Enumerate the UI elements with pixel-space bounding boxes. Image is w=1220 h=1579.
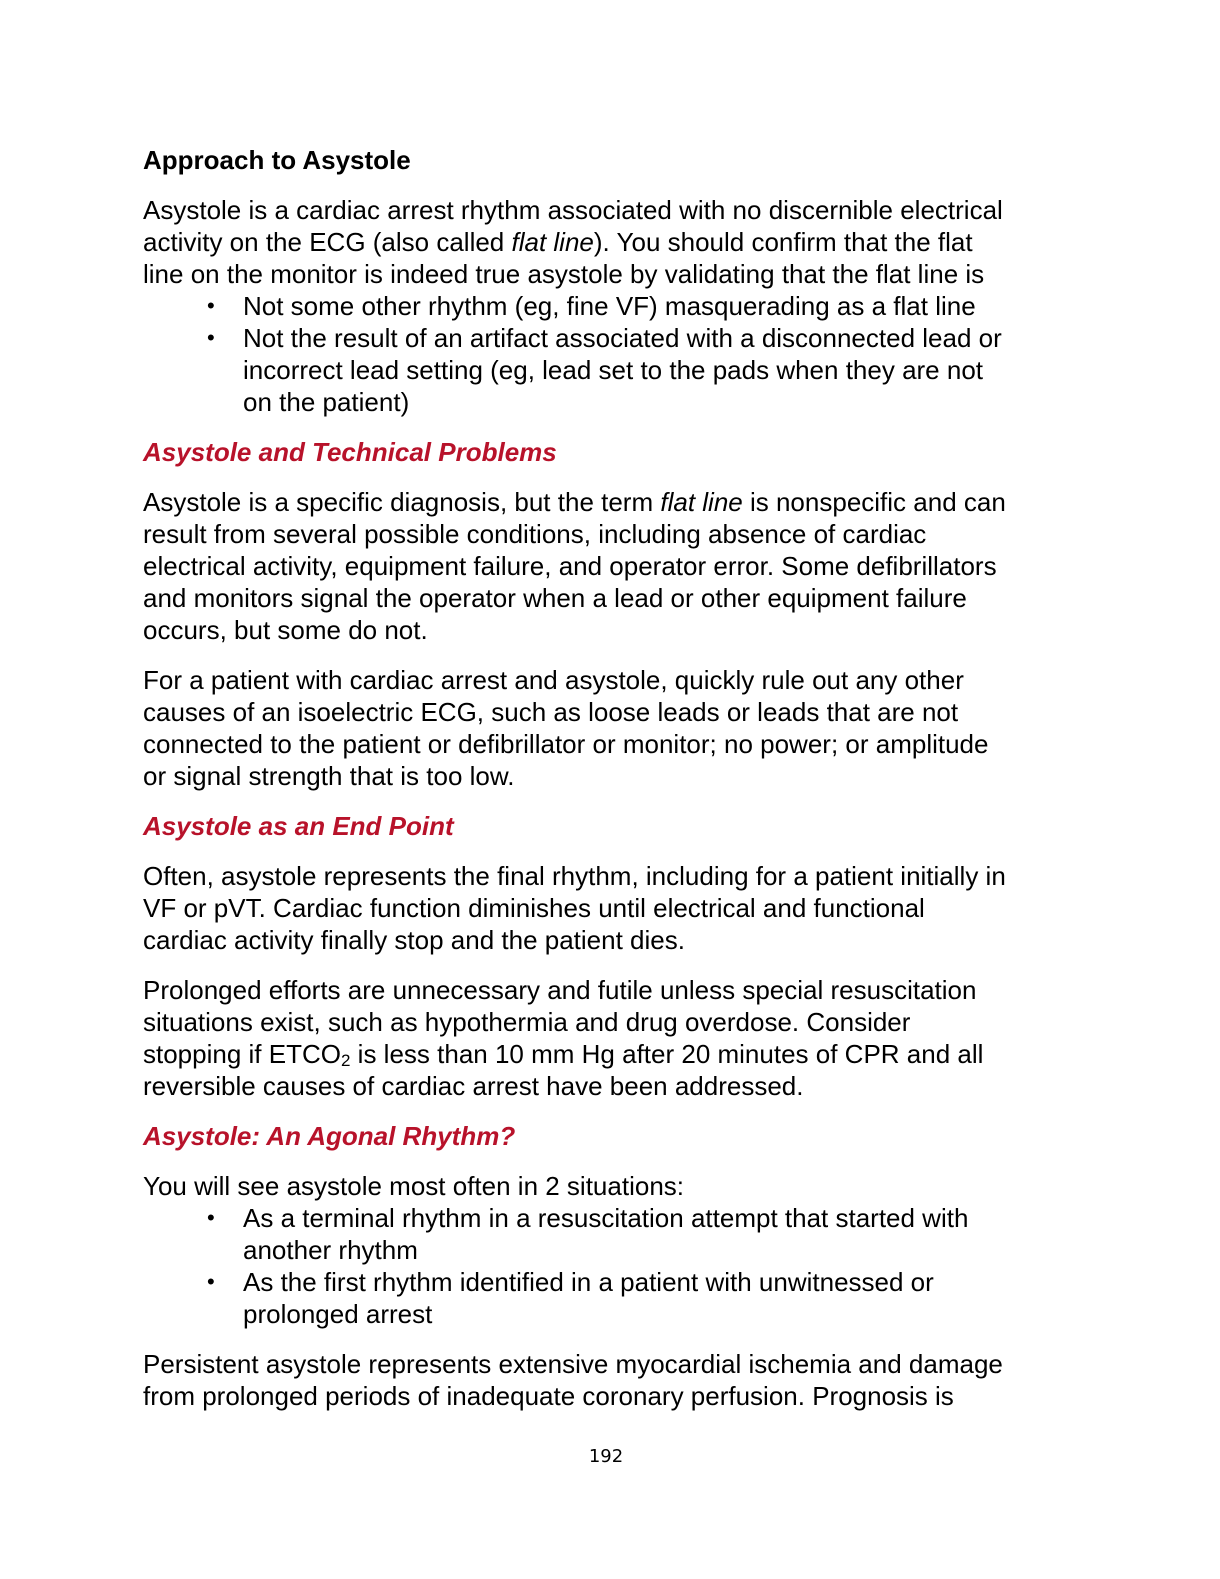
text-line [143,226,1103,258]
text-line: Often, asystole represents the final rhythm, including for a patient initially in [143,861,1006,891]
text-line: causes of an isoelectric ECG, such as loose leads or leads that are not [143,697,959,727]
text-line: and monitors signal the operator when a lead or other equipment failure [143,583,967,613]
text-line: reversible causes of cardiac arrest have been addressed. [143,1071,804,1101]
section-heading-agonal-rhythm [143,1120,1103,1152]
bullet-dot-icon: • [207,293,215,318]
italic-term: flat line [660,487,743,517]
text-line: occurs, but some do not. [143,615,428,645]
text-line: You will see asystole most often in 2 situations: [143,1171,684,1201]
text-line: on the patient) [243,387,410,417]
text-run: ). You should confirm that the flat [593,227,973,257]
bullet-item [143,322,1103,418]
text-line: Asystole is a cardiac arrest rhythm associated with no discernible electrical [143,195,1003,225]
text-line: electrical activity, equipment failure, and operator error. Some defibrillators [143,551,997,581]
text-line: situations exist, such as hypothermia and drug overdose. Consider [143,1007,911,1037]
paragraph [143,860,1103,956]
page-number: 192 [588,1446,624,1467]
text-line: or signal strength that is too low. [143,761,515,791]
text-run: is nonspecific and can [742,487,1006,517]
text-line [143,486,1103,518]
text-line: Asystole as an End Point [143,811,454,841]
text-line: cardiac activity finally stop and the patient dies. [143,925,685,955]
text-line: incorrect lead setting (eg, lead set to the pads when they are not [243,355,984,385]
text-line: result from several possible conditions, including absence of cardiac [143,519,927,549]
text-run: stopping if ETCO [143,1039,341,1069]
bullet-list [143,1202,1103,1330]
text-line: Not the result of an artifact associated with a disconnected lead or [243,323,1002,353]
paragraph [143,664,1103,792]
section-heading-end-point [143,810,1103,842]
text-line: Persistent asystole represents extensive myocardial ischemia and damage [143,1349,1003,1379]
text-line: from prolonged periods of inadequate coronary perfusion. Prognosis is [143,1381,954,1411]
text-line: VF or pVT. Cardiac function diminishes until electrical and functional [143,893,925,923]
text-run: activity on the ECG (also called [143,227,512,257]
bullet-item [143,1202,1103,1266]
section-heading-technical-problems [143,436,1103,468]
text-line [143,1038,1103,1070]
text-run: is less than 10 mm Hg after 20 minutes of CPR and all [350,1039,984,1069]
text-line: Asystole: An Agonal Rhythm? [143,1121,516,1151]
text-line: Not some other rhythm (eg, fine VF) masquerading as a flat line [243,291,976,321]
text-line: Asystole and Technical Problems [143,437,557,467]
text-run: Asystole is a specific diagnosis, but the term [143,487,661,517]
text-line: another rhythm [243,1235,418,1265]
page-title [143,144,1103,176]
bullet-list [143,290,1103,418]
text-line: Prolonged efforts are unnecessary and futile unless special resuscitation [143,975,977,1005]
text-line: For a patient with cardiac arrest and asystole, quickly rule out any other [143,665,964,695]
paragraph [143,1170,1103,1202]
bullet-item [143,1266,1103,1330]
text-line: connected to the patient or defibrillator or monitor; no power; or amplitude [143,729,989,759]
text-line: As the first rhythm identified in a patient with unwitnessed or [243,1267,934,1297]
bullet-dot-icon: • [207,1269,215,1294]
text-line: As a terminal rhythm in a resuscitation attempt that started with [243,1203,969,1233]
bullet-dot-icon: • [207,1205,215,1230]
bullet-dot-icon: • [207,325,215,350]
text-line: prolonged arrest [243,1299,433,1329]
subscript: 2 [340,1051,351,1070]
bullet-item [143,290,1103,322]
italic-term: flat line [511,227,594,257]
paragraph [143,974,1103,1102]
text-line: Approach to Asystole [143,145,411,175]
document-body [143,144,1103,1430]
paragraph [143,194,1103,290]
paragraph [143,1348,1103,1412]
paragraph [143,486,1103,646]
text-line: line on the monitor is indeed true asystole by validating that the flat line is [143,259,985,289]
